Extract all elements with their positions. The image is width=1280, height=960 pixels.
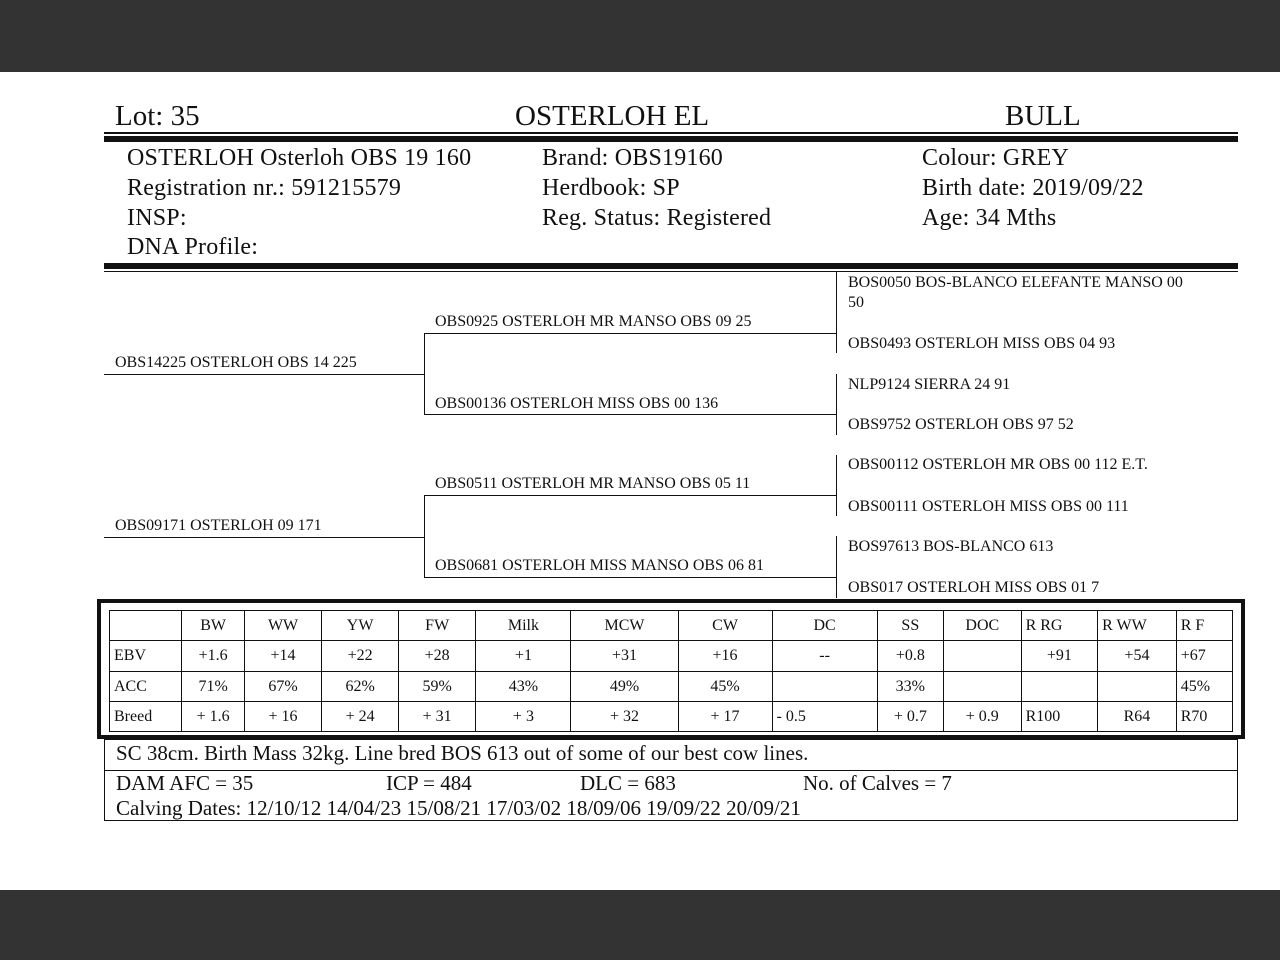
stats-col-ss: SS bbox=[877, 611, 943, 641]
stats-cell: +54 bbox=[1098, 641, 1177, 672]
animal-sex: BULL bbox=[1005, 100, 1081, 132]
stats-cell: 67% bbox=[244, 672, 322, 702]
stats-cell: + 3 bbox=[476, 702, 571, 732]
stats-cell: + 17 bbox=[678, 702, 772, 732]
stats-cell: + 31 bbox=[398, 702, 476, 732]
notes-icp: ICP = 484 bbox=[386, 771, 472, 795]
detail-colour: Colour: GREY bbox=[922, 145, 1070, 171]
stats-row-ebv bbox=[110, 641, 1233, 672]
pedigree-bracket-6 bbox=[836, 536, 837, 598]
stats-col-ww: WW bbox=[244, 611, 322, 641]
stats-col-doc: DOC bbox=[944, 611, 1022, 641]
detail-brand: Brand: OBS19160 bbox=[542, 145, 724, 171]
stats-cell: R64 bbox=[1098, 702, 1177, 732]
stats-cell: + 0.9 bbox=[944, 702, 1022, 732]
header-rule-thick bbox=[104, 136, 1238, 142]
bottom-dark-band bbox=[0, 890, 1280, 960]
stats-col-yw: YW bbox=[322, 611, 399, 641]
catalogue-page bbox=[0, 72, 1280, 890]
animal-name: OSTERLOH EL bbox=[515, 100, 710, 132]
stats-cell: -- bbox=[772, 641, 877, 672]
pedigree-ggp-4: OBS9752 OSTERLOH OBS 97 52 bbox=[848, 416, 1074, 433]
pedigree-ggp-2: OBS0493 OSTERLOH MISS OBS 04 93 bbox=[848, 335, 1116, 352]
lot-number: Lot: 35 bbox=[115, 100, 200, 132]
stats-col-fw: FW bbox=[398, 611, 476, 641]
pedigree-sire: OBS14225 OSTERLOH OBS 14 225 bbox=[115, 354, 357, 371]
details-rule-thin bbox=[104, 271, 1238, 272]
stats-col-bw: BW bbox=[182, 611, 244, 641]
stats-cell: 33% bbox=[877, 672, 943, 702]
stats-cell: + 32 bbox=[571, 702, 678, 732]
stats-cell bbox=[772, 672, 877, 702]
stats-header-row bbox=[110, 611, 1233, 641]
pedigree-ds-line bbox=[424, 495, 836, 496]
detail-reg-status: Reg. Status: Registered bbox=[542, 205, 772, 231]
pedigree-bracket-1 bbox=[424, 334, 425, 415]
stats-col-blank bbox=[110, 611, 182, 641]
stats-cell: 49% bbox=[571, 672, 678, 702]
stats-cell: + 24 bbox=[322, 702, 399, 732]
stats-cell: 45% bbox=[1176, 672, 1232, 702]
pedigree-bracket-5 bbox=[836, 455, 837, 516]
stats-cell: +14 bbox=[244, 641, 322, 672]
detail-registration: Registration nr.: 591215579 bbox=[127, 175, 402, 201]
detail-birth-date: Birth date: 2019/09/22 bbox=[922, 175, 1144, 201]
stats-cell: R70 bbox=[1176, 702, 1232, 732]
stats-col-dc: DC bbox=[772, 611, 877, 641]
stats-cell: R100 bbox=[1021, 702, 1098, 732]
stats-cell: +1.6 bbox=[182, 641, 244, 672]
pedigree-sire-sire: OBS0925 OSTERLOH MR MANSO OBS 09 25 bbox=[435, 313, 752, 330]
breeding-values-table bbox=[109, 610, 1233, 732]
pedigree-sd-line bbox=[424, 414, 836, 415]
stats-cell bbox=[944, 641, 1022, 672]
stats-cell: 59% bbox=[398, 672, 476, 702]
stats-cell: - 0.5 bbox=[772, 702, 877, 732]
stats-cell: + 0.7 bbox=[877, 702, 943, 732]
pedigree-dam: OBS09171 OSTERLOH 09 171 bbox=[115, 517, 322, 534]
pedigree-bracket-2 bbox=[424, 496, 425, 578]
stats-row-breed bbox=[110, 702, 1233, 732]
stats-cell bbox=[1021, 672, 1098, 702]
stats-cell: 71% bbox=[182, 672, 244, 702]
pedigree-ggp-8: OBS017 OSTERLOH MISS OBS 01 7 bbox=[848, 579, 1100, 596]
stats-cell: +0.8 bbox=[877, 641, 943, 672]
header-rule-thin bbox=[104, 132, 1238, 134]
stats-col-rf: R F bbox=[1176, 611, 1232, 641]
notes-comment: SC 38cm. Birth Mass 32kg. Line bred BOS 613 out of some of our best cow lines. bbox=[116, 741, 809, 765]
pedigree-ggp-3: NLP9124 SIERRA 24 91 bbox=[848, 376, 1011, 393]
stats-row-acc bbox=[110, 672, 1233, 702]
top-dark-band bbox=[0, 0, 1280, 72]
pedigree-ggp-1: BOS0050 BOS-BLANCO ELEFANTE MANSO 00 bbox=[848, 274, 1183, 291]
pedigree-sire-dam: OBS00136 OSTERLOH MISS OBS 00 136 bbox=[435, 395, 719, 412]
stats-cell: 45% bbox=[678, 672, 772, 702]
details-rule-thick bbox=[104, 263, 1238, 269]
stats-cell: Breed bbox=[110, 702, 182, 732]
stats-col-rww: R WW bbox=[1098, 611, 1177, 641]
notes-calving-dates: Calving Dates: 12/10/12 14/04/23 15/08/21 17/03/02 18/09/06 19/09/22 20/09/21 bbox=[116, 796, 801, 820]
notes-dam-afc: DAM AFC = 35 bbox=[116, 771, 254, 795]
pedigree-bracket-3 bbox=[836, 272, 837, 334]
pedigree-ggp-7: BOS97613 BOS-BLANCO 613 bbox=[848, 538, 1054, 555]
stats-cell: +31 bbox=[571, 641, 678, 672]
detail-herdbook: Herdbook: SP bbox=[542, 175, 680, 201]
detail-dna-profile: DNA Profile: bbox=[127, 234, 259, 260]
stats-col-milk: Milk bbox=[476, 611, 571, 641]
stats-col-mcw: MCW bbox=[571, 611, 678, 641]
stats-cell: 43% bbox=[476, 672, 571, 702]
stats-cell: +16 bbox=[678, 641, 772, 672]
notes-dlc: DLC = 683 bbox=[580, 771, 676, 795]
stats-cell bbox=[1098, 672, 1177, 702]
stats-cell: EBV bbox=[110, 641, 182, 672]
pedigree-dam-line bbox=[104, 537, 424, 538]
stats-cell: +67 bbox=[1176, 641, 1232, 672]
pedigree-bracket-3b bbox=[836, 334, 837, 353]
pedigree-dam-sire: OBS0511 OSTERLOH MR MANSO OBS 05 11 bbox=[435, 475, 751, 492]
pedigree-dam-dam: OBS0681 OSTERLOH MISS MANSO OBS 06 81 bbox=[435, 557, 764, 574]
stats-cell: ACC bbox=[110, 672, 182, 702]
pedigree-ggp-1-cont: 50 bbox=[848, 294, 864, 311]
detail-insp: INSP: bbox=[127, 205, 187, 231]
stats-cell bbox=[944, 672, 1022, 702]
stats-cell: +22 bbox=[322, 641, 399, 672]
notes-calves: No. of Calves = 7 bbox=[803, 771, 952, 795]
stats-cell: +1 bbox=[476, 641, 571, 672]
stats-col-rrg: R RG bbox=[1021, 611, 1098, 641]
pedigree-bracket-4 bbox=[836, 374, 837, 435]
stats-col-cw: CW bbox=[678, 611, 772, 641]
pedigree-ggp-6: OBS00111 OSTERLOH MISS OBS 00 111 bbox=[848, 498, 1129, 515]
stats-cell: +91 bbox=[1021, 641, 1098, 672]
stats-cell: + 1.6 bbox=[182, 702, 244, 732]
pedigree-dd-line bbox=[424, 577, 836, 578]
detail-age: Age: 34 Mths bbox=[922, 205, 1057, 231]
pedigree-sire-line bbox=[104, 374, 424, 375]
pedigree-ggp-5: OBS00112 OSTERLOH MR OBS 00 112 E.T. bbox=[848, 456, 1148, 473]
stats-cell: +28 bbox=[398, 641, 476, 672]
stats-cell: + 16 bbox=[244, 702, 322, 732]
detail-full-name: OSTERLOH Osterloh OBS 19 160 bbox=[127, 145, 472, 171]
pedigree-ss-line bbox=[424, 333, 836, 334]
stats-cell: 62% bbox=[322, 672, 399, 702]
